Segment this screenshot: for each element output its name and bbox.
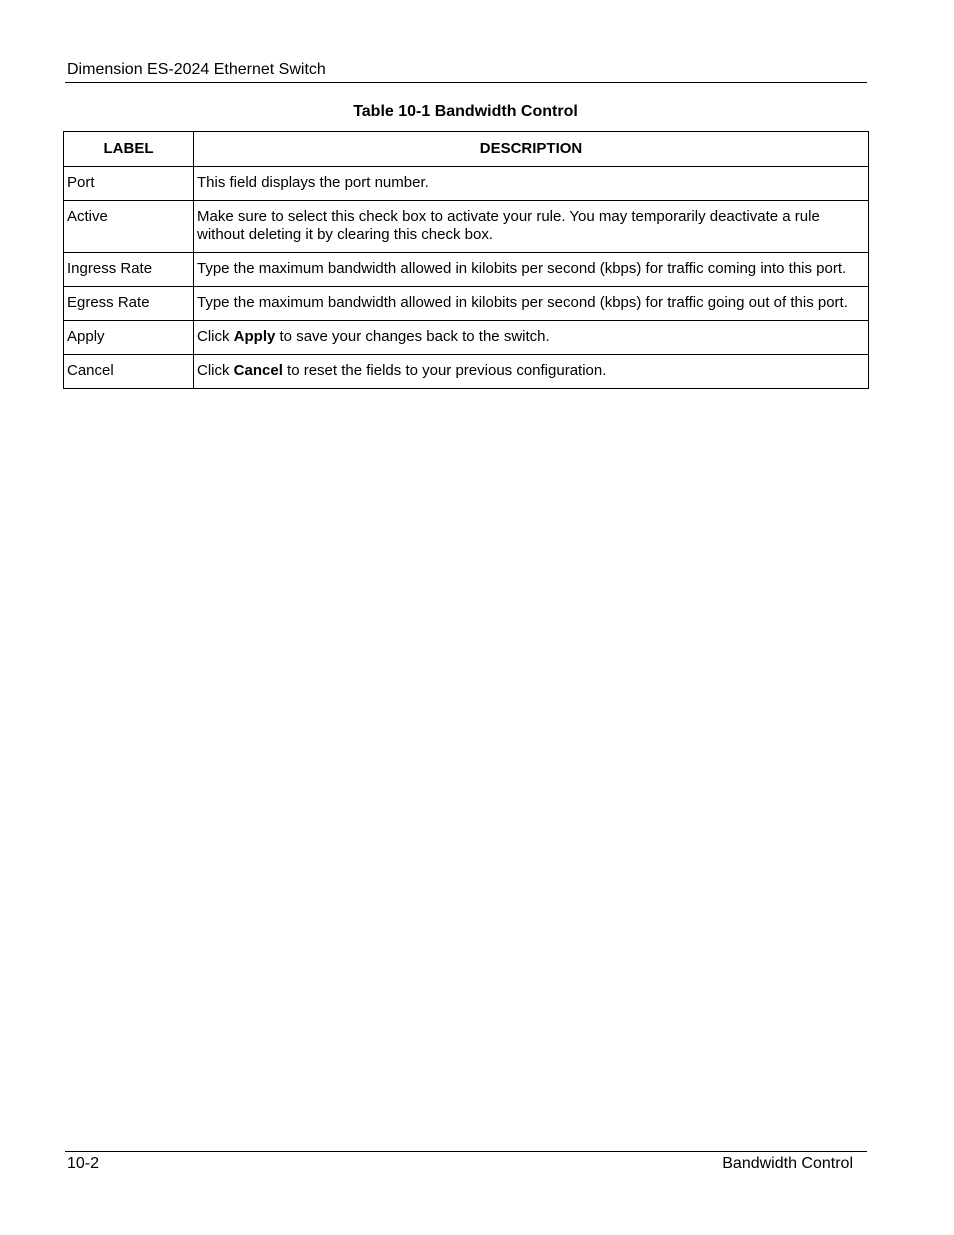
row-description: Type the maximum bandwidth allowed in kilobits per second (kbps) for traffic coming into this port. <box>194 253 869 287</box>
row-label: Active <box>64 201 194 253</box>
table-row <box>64 355 869 389</box>
desc-text-pre: Click <box>197 362 234 379</box>
chapter-title: Bandwidth Control <box>722 1155 853 1172</box>
table-row <box>64 167 869 201</box>
row-description: Make sure to select this check box to activate your rule. You may temporarily deactivate a rule without deleting it by clearing this check box. <box>194 201 869 253</box>
column-header-label: LABEL <box>64 132 194 167</box>
desc-text-post: to save your changes back to the switch. <box>275 328 550 345</box>
desc-text-bold: Apply <box>233 328 276 345</box>
row-description: Type the maximum bandwidth allowed in kilobits per second (kbps) for traffic going out of this port. <box>194 287 869 321</box>
row-label: Egress Rate <box>64 287 194 321</box>
table-caption: Table 10-1 Bandwidth Control <box>353 103 578 120</box>
table-header-row <box>64 132 869 167</box>
row-description: This field displays the port number. <box>194 167 869 201</box>
desc-text-pre: Click <box>197 328 234 345</box>
page-footer <box>65 1151 867 1182</box>
row-description <box>194 321 869 355</box>
table-row <box>64 253 869 287</box>
page-header <box>65 60 867 83</box>
column-header-description: DESCRIPTION <box>194 132 869 167</box>
header-title: Dimension ES-2024 Ethernet Switch <box>67 61 326 78</box>
table-row <box>64 201 869 253</box>
table-row <box>64 287 869 321</box>
row-label: Cancel <box>64 355 194 389</box>
desc-text-post: to reset the fields to your previous configuration. <box>282 362 607 379</box>
page-number: 10-2 <box>67 1155 100 1172</box>
row-description <box>194 355 869 389</box>
row-label: Port <box>64 167 194 201</box>
row-label: Ingress Rate <box>64 253 194 287</box>
bandwidth-control-table <box>63 131 869 389</box>
table-row <box>64 321 869 355</box>
desc-text-bold: Cancel <box>233 362 283 379</box>
row-label: Apply <box>64 321 194 355</box>
